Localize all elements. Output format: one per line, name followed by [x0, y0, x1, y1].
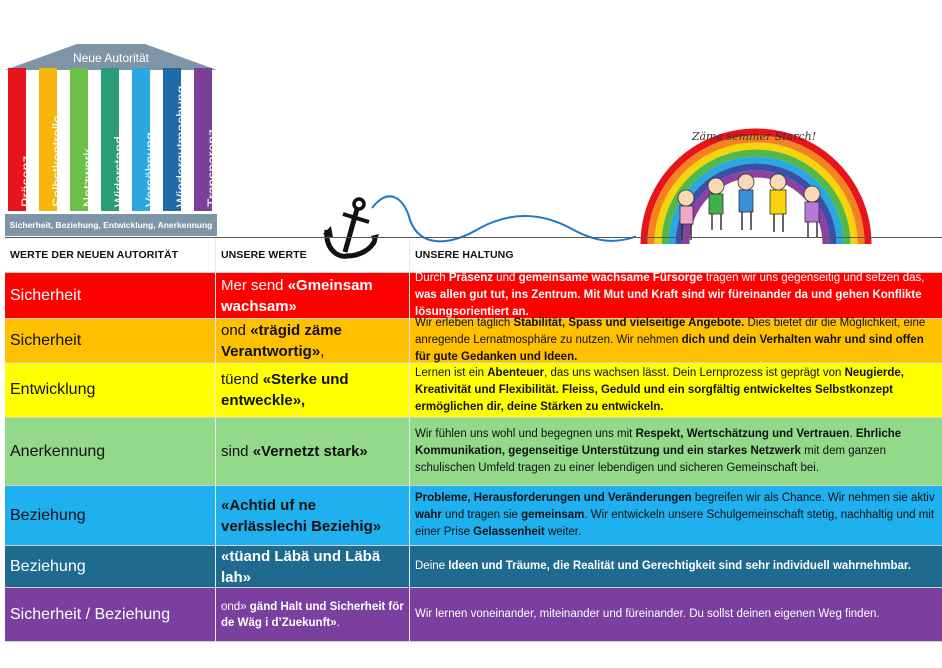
- rainbow-caption: Zäme semmer Starch!: [691, 130, 817, 143]
- text-run: Dies bietet dir die Möglichkeit, eine anregende Lernatmosphäre zu nutzen. Wir nehmen: [415, 317, 926, 346]
- values-table: [5, 237, 942, 642]
- text-run: Wir fühlen uns wohl und begegnen uns mit: [415, 428, 636, 440]
- our-value: [221, 599, 404, 631]
- bold-text: Stabilität, Spass und vielseitige Angebote.: [513, 317, 745, 329]
- attitude-cell: [410, 588, 942, 641]
- attitude-text: [415, 315, 938, 366]
- bold-text: Ehrliche Kommunikation, gegenseitige Unterstützung und ein starkes Netzwerk: [415, 428, 902, 457]
- temple-pillar: [132, 68, 158, 211]
- temple-pillar-label: Transparenz: [204, 128, 220, 207]
- bold-text: Abenteuer: [487, 366, 545, 379]
- bold-text: gemeinsame wachsame Fürsorge: [518, 272, 703, 284]
- our-value-cell: [216, 546, 410, 587]
- value-label: Entwicklung: [10, 381, 96, 398]
- text-run: ,: [320, 342, 325, 360]
- attitude-cell: [410, 418, 942, 485]
- bold-text: «Sterke und entweckle»,: [221, 371, 349, 409]
- our-value: [221, 495, 404, 537]
- attitude-text: [415, 558, 911, 575]
- table-row: [5, 486, 942, 546]
- attitude-text: [415, 270, 938, 321]
- temple-pillar: [163, 68, 189, 211]
- text-run: tüend: [221, 371, 263, 388]
- attitude-cell: [410, 546, 942, 587]
- text-run: Mer send: [221, 276, 288, 294]
- text-run: .: [849, 428, 856, 440]
- table-row: [5, 273, 942, 319]
- temple-pillar-label: Widerstand: [111, 136, 127, 207]
- our-value-cell: [216, 319, 410, 362]
- text-run: .: [336, 616, 340, 629]
- temple-pillar-label: Netzwerk: [80, 148, 96, 207]
- text-run: Durch: [415, 272, 449, 284]
- bold-text: wahr: [415, 509, 442, 521]
- rainbow-children-drawing: [636, 98, 872, 244]
- table-row: [5, 546, 942, 588]
- attitude-text: [415, 490, 938, 541]
- attitude-text: [415, 606, 880, 623]
- text-run: ond: [221, 321, 251, 339]
- attitude-cell: [410, 486, 942, 545]
- bold-text: «trägid zäme Verantwortig»: [221, 321, 342, 360]
- text-run: Deine: [415, 560, 449, 572]
- bold-text: dich und dein Verhalten wahr und sind offen für gute Gedanken und Ideen.: [415, 334, 924, 363]
- attitude-text: [415, 426, 938, 477]
- text-run: begreifen wir als Chance. Wir nehmen sie aktiv: [691, 492, 935, 504]
- text-run: . Wir entwickeln unsere Schulgemeinschaft stetig, nachhaltig und mit einer Prise: [415, 509, 935, 538]
- bold-text: was allen gut tut, ins Zentrum. Mit Mut und Kraft sind wir füreinander da und gehen Konflikte lösungsorientiert an.: [415, 289, 922, 318]
- bold-text: Neugierde, Kreativität und Flexibilität. Fleiss, Geduld und ein sorgfältig entwickeltes Selbstkonzept ermöglichen dir, deine Stärken zu entwickeln.: [415, 366, 904, 413]
- bold-text: Probleme, Herausforderungen und Veränderungen: [415, 492, 692, 504]
- value-label-cell: [5, 486, 216, 545]
- bold-text: gänd Halt und Sicherheit för de Wäg i d’Zuekunft»: [221, 600, 404, 629]
- value-label: Sicherheit / Beziehung: [10, 605, 171, 623]
- bold-text: «Gmeinsam wachsam»: [221, 276, 373, 315]
- our-value-cell: [216, 273, 410, 318]
- value-label: Sicherheit: [10, 286, 82, 304]
- table-header-row: [5, 238, 942, 273]
- value-label-cell: [5, 588, 216, 641]
- value-label-cell: [5, 546, 216, 587]
- attitude-cell: [410, 363, 942, 417]
- text-run: Lernen ist ein: [415, 366, 488, 379]
- text-run: tragen wir uns gegenseitig und setzen das,: [702, 272, 925, 284]
- text-run: weiter.: [544, 526, 582, 538]
- temple-pillar: [194, 68, 220, 211]
- bold-text: Präsenz: [448, 272, 493, 284]
- bold-text: Respekt, Wertschätzung und Vertrauen: [635, 428, 850, 440]
- table-row: [5, 319, 942, 363]
- value-label: Anerkennung: [10, 442, 106, 460]
- our-value-cell: [216, 588, 410, 641]
- attitude-cell: [410, 273, 942, 318]
- value-label-cell: [5, 418, 216, 485]
- our-value: [221, 369, 404, 411]
- our-value-cell: [216, 363, 410, 417]
- text-run: und tragen sie: [441, 509, 522, 521]
- bold-text: «Achtid uf ne verlässlechi Beziehig»: [221, 496, 382, 535]
- temple-pillar-label: Selbstkontrolle: [49, 115, 65, 207]
- temple-pillar-label: Wiedergutmachung: [173, 85, 189, 207]
- neue-autoritaet-temple: [5, 42, 220, 238]
- our-value: [221, 441, 368, 462]
- temple-pillar: [39, 68, 65, 211]
- text-run: , das uns wachsen lässt. Dein Lernprozess ist geprägt von: [544, 366, 845, 379]
- bold-text: Ideen und Träume, die Realität und Gerechtigkeit sind sehr individuell wahrnehmbar.: [448, 560, 911, 572]
- our-value-cell: [216, 418, 410, 485]
- text-run: und: [492, 272, 519, 284]
- value-label: Sicherheit: [10, 331, 82, 349]
- text-run: Wir lernen voneinander, miteinander und füreinander. Du sollst deinen eigenen Weg finden.: [415, 608, 880, 620]
- our-value: [221, 546, 404, 588]
- table-row: [5, 418, 942, 486]
- temple-pillar: [70, 68, 96, 211]
- header-unsere-werte: UNSERE WERTE: [216, 238, 410, 272]
- header-werte-neue-autoritaet: WERTE DER NEUEN AUTORITÄT: [5, 238, 216, 272]
- our-value: [221, 320, 404, 362]
- value-label-cell: [5, 273, 216, 318]
- text-run: sind: [221, 443, 253, 460]
- temple-pillar-label: Präsenz: [18, 155, 34, 207]
- our-value: [221, 275, 404, 317]
- value-label: Beziehung: [10, 506, 86, 524]
- header-unsere-haltung: UNSERE HALTUNG: [415, 249, 514, 261]
- temple-base-label: Sicherheit, Beziehung, Entwicklung, Anerkennung: [5, 214, 217, 236]
- table-body: [5, 273, 942, 642]
- our-value-cell: [216, 486, 410, 545]
- temple-pillar: [8, 68, 34, 211]
- text-run: Wir erleben täglich: [415, 317, 514, 329]
- bold-text: «Vernetzt stark»: [252, 443, 368, 460]
- text-run: mit dem ganzen schulischen Umfeld tragen zu einer lebendigen und sicheren Gemeinschaft bei.: [415, 445, 886, 474]
- text-run: ond»: [221, 600, 250, 613]
- table-row: [5, 588, 942, 642]
- value-label: Beziehung: [10, 557, 86, 575]
- bold-text: gemeinsam: [521, 509, 585, 521]
- bold-text: Gelassenheit: [473, 526, 545, 538]
- attitude-cell: [410, 319, 942, 362]
- attitude-text: [415, 365, 938, 416]
- bold-text: «tüand Läbä und Läbä lah»: [221, 547, 381, 586]
- value-label-cell: [5, 363, 216, 417]
- temple-pillar-label: Versöhnung: [142, 132, 158, 207]
- temple-pillar: [101, 68, 127, 211]
- value-label-cell: [5, 319, 216, 362]
- table-row: [5, 363, 942, 418]
- temple-roof-label: Neue Autorität: [72, 51, 150, 65]
